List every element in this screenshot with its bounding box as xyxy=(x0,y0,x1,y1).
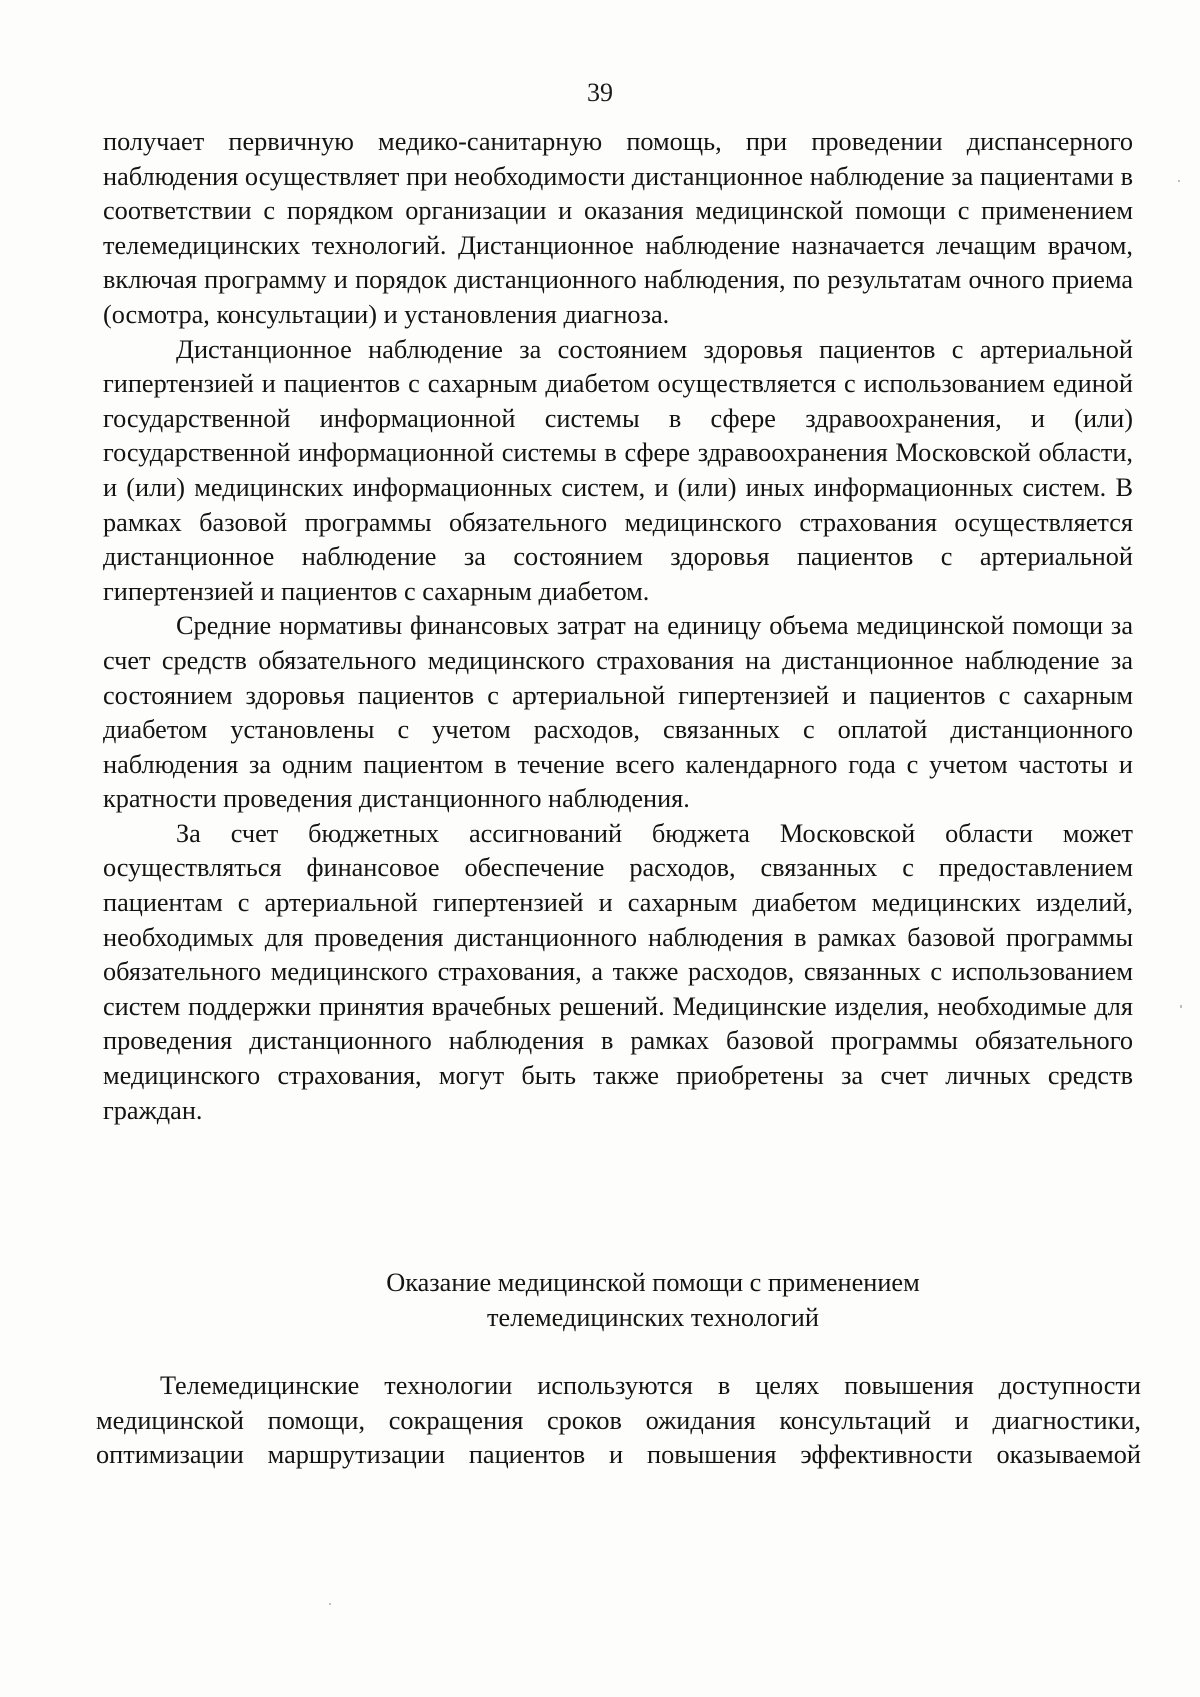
section-heading-line-2: телемедицинских технологий xyxy=(487,1302,819,1332)
paragraph-continuation: получает первичную медико-санитарную помощь, при проведении диспансерного наблюдения осуществляет при необходимости дистанционное наблюдение за пациентами в соответствии с порядком организации и оказания медицинской помощи с применением телемедицинских технологий. Дистанционное наблюдение назначается лечащим врачом, включая программу и порядок дистанционного наблюдения, по результатам очного приема (осмотра, консультации) и установления диагноза. xyxy=(103,127,1133,329)
paragraph-remote-monitoring: Дистанционное наблюдение за состоянием здоровья пациентов с артериальной гипертензией и пациентов с сахарным диабетом осуществляется с использованием единой государственной информационной системы в сфере здравоохранения, и (или) государственной информационной системы в сфере здравоохранения Московской области, и (или) медицинских информационных систем, и (или) иных информационных систем. В рамках базовой программы обязательного медицинского страхования осуществляется дистанционное наблюдение за состоянием здоровья пациентов с артериальной гипертензией и пациентов с сахарным диабетом. xyxy=(103,334,1133,606)
paragraph-financial-norms: Средние нормативы финансовых затрат на единицу объема медицинской помощи за счет средств обязательного медицинского страхования на дистанционное наблюдение за состоянием здоровья пациентов с артериальной гипертензией и пациентов с сахарным диабетом установлены с учетом расходов, связанных с оплатой дистанционного наблюдения за одним пациентом в течение всего календарного года с учетом частоты и кратности проведения дистанционного наблюдения. xyxy=(103,611,1133,814)
section-intro xyxy=(96,1369,1141,1473)
page-number: 39 xyxy=(587,78,613,107)
scan-speck xyxy=(1180,1005,1182,1008)
document-body xyxy=(103,125,1133,1128)
scan-speck xyxy=(1178,180,1180,182)
section-heading-line-1: Оказание медицинской помощи с применением xyxy=(386,1268,920,1297)
paragraph-telemedicine-intro: Телемедицинские технологии используются в целях повышения доступности медицинской помощи, сокращения сроков ожидания консультаций и диагностики, оптимизации маршрутизации пациентов и повышения эффективности оказываемой xyxy=(96,1371,1141,1470)
section-heading xyxy=(103,1266,1200,1335)
scan-speck xyxy=(329,1603,331,1605)
paragraph-budget-allocations: За счет бюджетных ассигнований бюджета Московской области может осуществляться финансовое обеспечение расходов, связанных с предоставлением пациентам с артериальной гипертензией и сахарным диабетом медицинских изделий, необходимых для проведения дистанционного наблюдения в рамках базовой программы обязательного медицинского страхования, а также расходов, связанных с использованием систем поддержки принятия врачебных решений. Медицинские изделия, необходимые для проведения дистанционного наблюдения в рамках базовой программы обязательного медицинского страхования, могут быть также приобретены за счет личных средств граждан. xyxy=(103,818,1133,1125)
